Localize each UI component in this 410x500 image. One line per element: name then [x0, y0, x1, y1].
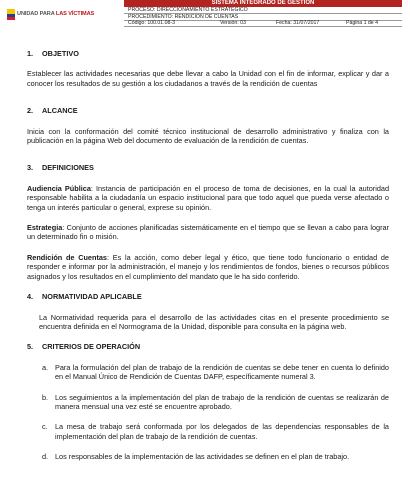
- document-date: Fecha: 31/07/2017: [276, 20, 320, 26]
- criteria-item: a. Para la formulación del plan de trabajo de la rendición de cuentas se debe tener en cuenta lo definido en el Manual Único de Rendición de Cuentas DAFP, específicamente numeral 3.: [42, 362, 389, 382]
- definition-audiencia-publica: Audiencia Pública: Instancia de participación en el proceso de toma de decisiones, en la cual la autoridad responsable habilita a la ciudadanía un espacio institucional para que todo aquel que pueda verse afectado o tenga un interés particular o general, exprese su opinión.: [27, 183, 390, 212]
- definition-estrategia: Estrategia: Conjunto de acciones planificadas sistemáticamente en el tiempo que se llevan a cabo para lograr un determinado fin o misión.: [27, 223, 389, 242]
- section-criterios-heading: 5. CRITERIOS DE OPERACIÓN: [27, 342, 141, 352]
- colombia-flag-crest-icon: [7, 9, 15, 20]
- section-objetivo-text: Establecer las actividades necesarias que debe llevar a cabo la Unidad con el fin de informar, explicar y dar a conocer los resultados de su gestión a los ciudadanos a través de la rendición de cuentas: [27, 69, 389, 88]
- criteria-item: d. Los responsables de la implementación de las actividades se definen en el plan de trabajo.: [42, 452, 350, 462]
- criteria-item: c. La mesa de trabajo será conformada por los delegados de las dependencias responsables de la implementación del plan de trabajo de la rendición de cuentas.: [42, 422, 389, 441]
- process-label: PROCESO: DIRECCIONAMIENTO ESTRATÉGICO: [128, 7, 248, 13]
- procedure-label: PROCEDIMIENTO: RENDICIÓN DE CUENTAS: [128, 13, 239, 20]
- document-code: Código: 100.01.08-3: [128, 20, 176, 26]
- system-title-bar: SISTEMA INTEGRADO DE GESTIÓN: [124, 0, 402, 7]
- section-definiciones-heading: 3. DEFINICIONES: [27, 163, 94, 173]
- logo-text: UNIDAD PARA LAS VÍCTIMAS: [17, 11, 95, 17]
- document-body: [27, 49, 389, 462]
- unidad-victimas-logo: [4, 0, 120, 32]
- section-alcance-text: Inicia con la conformación del comité técnico institucional de desarrollo administrativo y finaliza con la publicación en la página Web del documento de evaluación de la rendición de cuentas.: [27, 126, 389, 146]
- section-normatividad-heading: 4. NORMATIVIDAD APLICABLE: [27, 292, 142, 302]
- definition-rendicion-de-cuentas: Rendición de Cuentas: Es la acción, como deber legal y ético, que tiene todo funcionario o entidad de responder e informar por la administración, el manejo y los rendimientos de fondos, bienes o recursos públicos asignados y los resultados en el cumplimiento del mandato que le ha sido conferido.: [27, 252, 389, 281]
- section-normatividad-text: La Normatividad requerida para el desarrollo de las actividades citas en el presente procedimiento se encuentra definida en el Normograma de la Unidad, disponible para consulta en la página web.: [39, 312, 389, 331]
- section-alcance-heading: 2. ALCANCE: [27, 106, 78, 116]
- document-version: Versión: 03: [220, 20, 246, 26]
- page-number: Página 1 de 4: [346, 20, 379, 26]
- meta-row: [124, 20, 402, 27]
- document-header: [4, 0, 406, 32]
- section-objetivo-heading: 1. OBJETIVO: [27, 49, 79, 58]
- criteria-item: b. Los seguimientos a la implementación del plan de trabajo de la rendición de cuentas se realizarán de manera mensual una vez esté se encuentre aprobado.: [42, 392, 389, 411]
